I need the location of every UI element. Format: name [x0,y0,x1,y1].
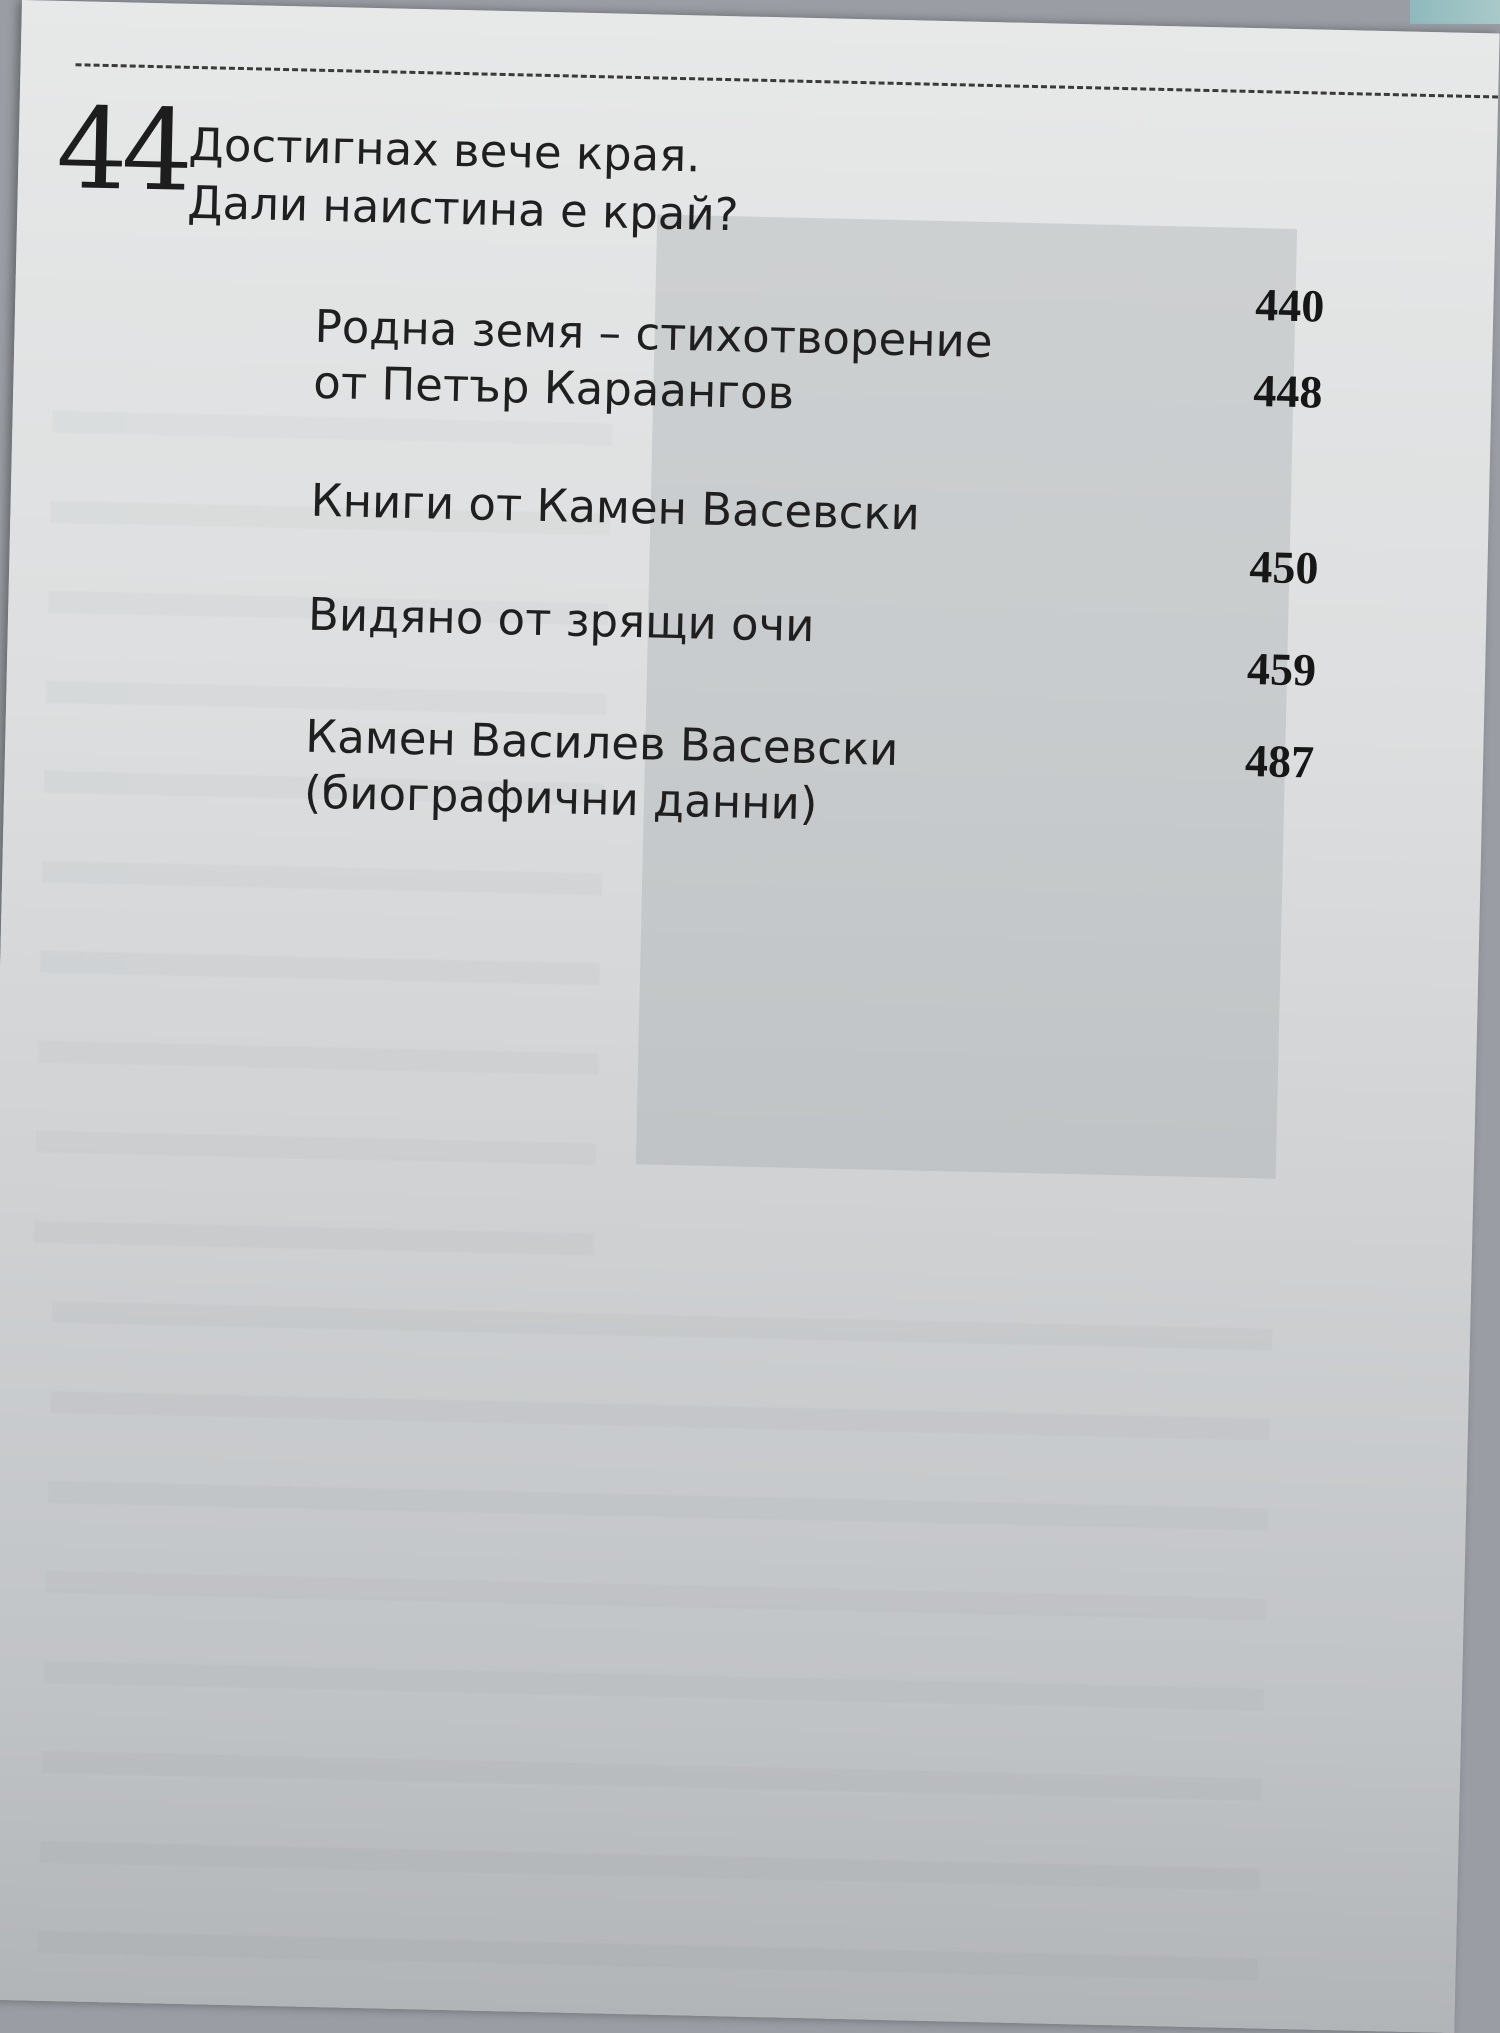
toc-entry-title [303,709,1305,844]
toc-entry-title-line: Видяно от зрящи очи [307,587,816,653]
chapter-title-line: Дали наистина е край? [186,175,740,242]
toc-entry-title-line: Родна земя – стихотворение [314,299,994,369]
toc-entry-page-number: 487 [1244,734,1315,788]
book-cover-corner [1410,0,1500,24]
toc-entry-page-number: 448 [1252,365,1324,418]
show-through-text-lower [33,1251,1273,2033]
chapter-number: 44 [55,83,189,217]
toc-entry-title-line: Камен Василев Васевски [304,709,899,777]
toc-entry-page-number: 450 [1248,541,1320,594]
toc-entry [312,299,1324,434]
toc-entry-title-line: от Петър Караангов [312,355,795,420]
toc-entry-title [313,299,1315,434]
toc-entry-title-line: Книги от Камен Васевски [310,473,921,541]
chapter-title [187,116,741,244]
toc-entry-page-number: 459 [1246,642,1317,696]
toc-entry [303,709,1315,844]
chapter-title-line: Достигнах вече края. [188,117,702,183]
chapter-page-number: 440 [1254,279,1325,332]
toc-entry-title-line: (биографични данни) [303,765,819,831]
dashed-divider [76,63,1500,99]
